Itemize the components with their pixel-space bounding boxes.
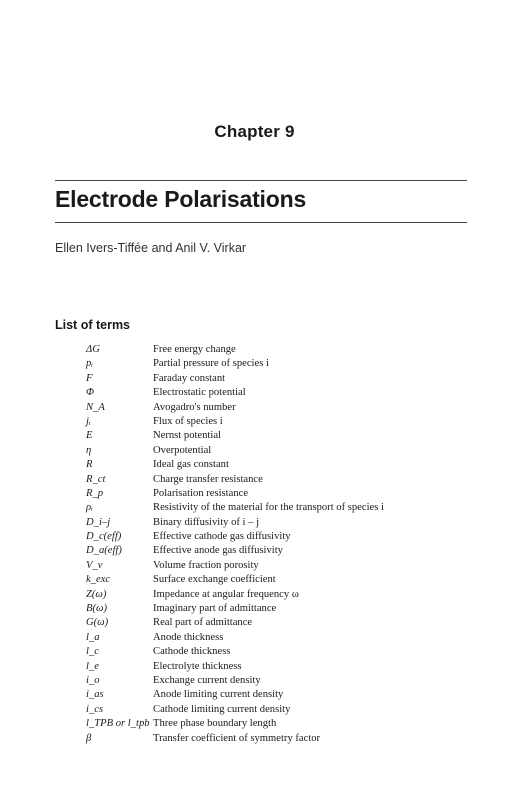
term-description: Partial pressure of species i <box>153 358 269 370</box>
term-row <box>86 501 506 515</box>
term-row <box>86 343 506 357</box>
term-symbol: k_exc <box>86 574 111 586</box>
term-description: Ideal gas constant <box>153 459 229 471</box>
term-symbol: G(ω) <box>86 617 109 629</box>
term-description: Flux of species i <box>153 415 223 427</box>
term-symbol: i_cs <box>86 703 104 715</box>
term-symbol: E <box>86 430 93 442</box>
term-description: Three phase boundary length <box>153 718 277 730</box>
term-symbol: β <box>86 732 92 744</box>
title-rule-top <box>55 180 467 181</box>
term-description: Resistivity of the material for the transport of species i <box>153 502 384 514</box>
term-row <box>86 732 506 746</box>
list-of-terms-heading: List of terms <box>55 318 131 332</box>
term-symbol: l_TPB or l_tpb <box>86 718 150 730</box>
term-description: Anode thickness <box>153 631 224 643</box>
term-row <box>86 444 506 458</box>
terms-list <box>86 343 506 746</box>
chapter-authors: Ellen Ivers-Tiffée and Anil V. Virkar <box>55 241 247 255</box>
term-row <box>86 401 506 415</box>
term-symbol: l_a <box>86 631 100 643</box>
term-symbol: D_c(eff) <box>86 531 122 543</box>
term-symbol: ΔG <box>86 344 100 355</box>
term-symbol: N_A <box>86 401 105 413</box>
term-symbol: ρᵢ <box>86 502 93 514</box>
term-symbol: Z(ω) <box>86 588 107 600</box>
term-description: Real part of admittance <box>153 617 253 629</box>
term-description: Charge transfer resistance <box>153 473 263 485</box>
term-description: Exchange current density <box>153 674 261 686</box>
term-description: Transfer coefficient of symmetry factor <box>153 732 321 744</box>
term-symbol: i_as <box>86 689 104 701</box>
term-row <box>86 717 506 731</box>
term-row <box>86 703 506 717</box>
term-symbol: l_c <box>86 646 99 658</box>
term-row <box>86 415 506 429</box>
term-description: Overpotential <box>153 444 212 456</box>
term-symbol: B(ω) <box>86 603 108 615</box>
term-row <box>86 559 506 573</box>
term-row <box>86 616 506 630</box>
term-row <box>86 573 506 587</box>
term-description: Electrolyte thickness <box>153 660 242 672</box>
term-symbol: η <box>86 444 92 456</box>
term-row <box>86 602 506 616</box>
term-description: Binary diffusivity of i – j <box>153 516 260 528</box>
term-description: Cathode limiting current density <box>153 703 291 715</box>
term-description: Volume fraction porosity <box>153 559 259 571</box>
term-symbol: l_e <box>86 660 99 672</box>
term-symbol: Φ <box>86 387 95 399</box>
term-row <box>86 674 506 688</box>
term-description: Impedance at angular frequency ω <box>153 588 299 600</box>
term-description: Nernst potential <box>153 430 221 442</box>
term-description: Faraday constant <box>153 372 226 384</box>
term-row <box>86 631 506 645</box>
term-row <box>86 386 506 400</box>
term-row <box>86 544 506 558</box>
term-symbol: R_ct <box>86 473 106 485</box>
term-description: Polarisation resistance <box>153 487 249 499</box>
term-description: Effective anode gas diffusivity <box>153 545 283 557</box>
term-symbol: R_p <box>86 487 104 499</box>
term-row <box>86 588 506 602</box>
term-symbol: D_i–j <box>86 516 111 528</box>
term-description: Avogadro's number <box>153 401 236 413</box>
term-symbol: i_o <box>86 674 100 686</box>
term-row <box>86 357 506 371</box>
term-description: Free energy change <box>153 344 236 355</box>
chapter-title: Electrode Polarisations <box>55 186 307 212</box>
term-row <box>86 458 506 472</box>
term-row <box>86 487 506 501</box>
term-description: Electrostatic potential <box>153 387 246 399</box>
term-symbol: R <box>86 459 93 471</box>
term-symbol: jᵢ <box>86 415 91 427</box>
term-description: Imaginary part of admittance <box>153 603 277 615</box>
term-row <box>86 473 506 487</box>
term-row <box>86 645 506 659</box>
term-symbol: D_a(eff) <box>86 545 122 557</box>
term-description: Surface exchange coefficient <box>153 574 276 586</box>
chapter-number: Chapter 9 <box>214 122 295 141</box>
term-row <box>86 660 506 674</box>
term-symbol: pᵢ <box>86 358 93 370</box>
term-row <box>86 516 506 530</box>
term-symbol: V_v <box>86 559 103 571</box>
term-description: Cathode thickness <box>153 646 231 658</box>
title-rule-bottom <box>55 222 467 223</box>
term-description: Effective cathode gas diffusivity <box>153 531 291 543</box>
term-row <box>86 688 506 702</box>
term-row <box>86 429 506 443</box>
term-symbol: F <box>86 372 93 384</box>
term-description: Anode limiting current density <box>153 689 284 701</box>
term-row <box>86 372 506 386</box>
term-row <box>86 530 506 544</box>
